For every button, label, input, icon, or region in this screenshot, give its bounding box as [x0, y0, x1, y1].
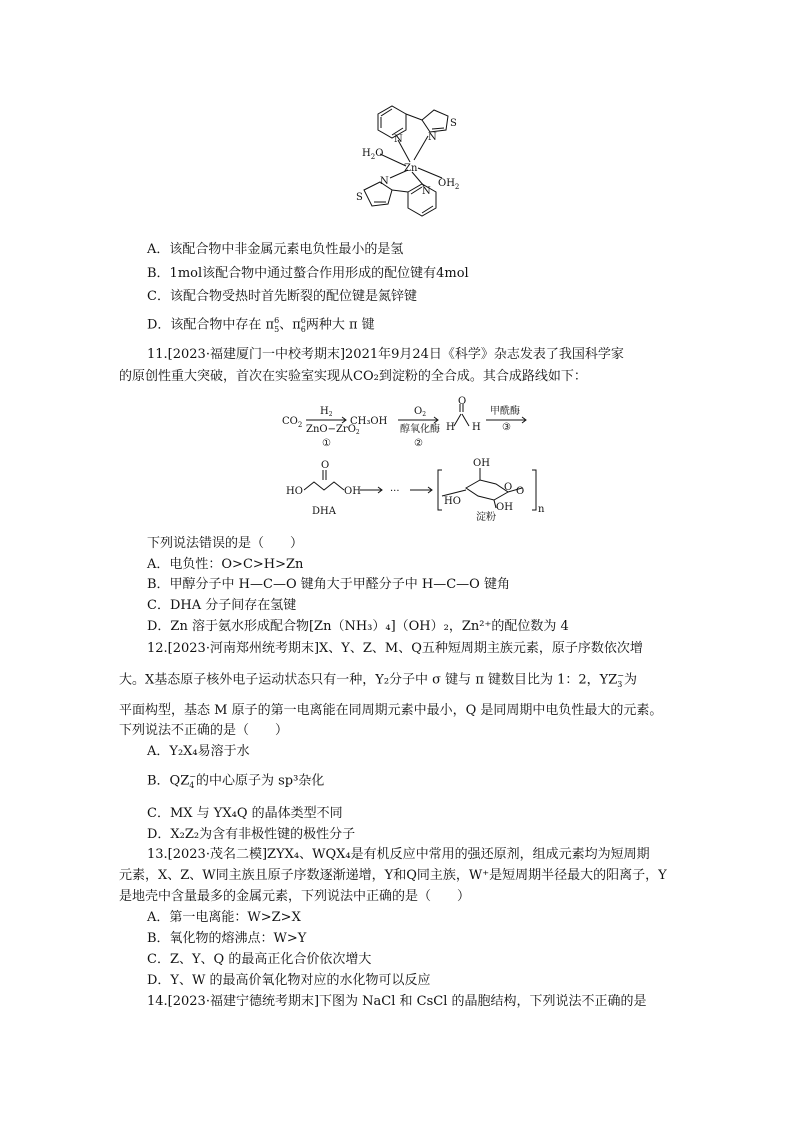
n-atom-lower: N — [422, 186, 431, 197]
q12-option-b-prefix: B．QZ — [147, 773, 190, 789]
zinc-complex-structure — [350, 96, 490, 216]
yz3-subscript: 3 — [617, 680, 623, 689]
q13-option-d: D．Y、W 的最高价氧化物对应的水化物可以反应 — [147, 973, 431, 988]
s-atom-upper: S — [450, 118, 457, 129]
starch-oh-bottom: OH — [496, 502, 513, 513]
q10-option-d-suffix: 两种大 π 键 — [305, 317, 375, 333]
q13-option-a: A．第一电离能：W>Z>X — [147, 910, 301, 925]
q12-stem-line2 — [119, 671, 637, 690]
qz4-subscript: 4 — [189, 781, 195, 790]
formaldehyde-h-left: H — [446, 422, 455, 433]
q11-question: 下列说法错误的是（ ） — [147, 536, 304, 551]
pi-sup-2: 6 — [300, 316, 306, 325]
starch-link-o: O — [516, 486, 525, 497]
q12-stem-line2-text: 大。X基态原子核外电子运动状态只有一种，Y₂分子中 σ 键与 π 键数目比为 1：2，YZ — [119, 672, 618, 688]
formolase-label: 甲酰酶 — [490, 406, 520, 417]
zn-atom: Zn — [404, 163, 418, 174]
q10-option-d-prefix: D．该配合物中存在 π — [147, 317, 275, 333]
starch-ho: HO — [444, 496, 461, 507]
n-atom-lower-left: N — [380, 176, 389, 187]
pi-sub-2: 6 — [300, 325, 306, 334]
q13-stem-line1: 13.[2023·茂名二模]ZYX₄、WQX₄是有机反应中常用的强还原剂，组成元素均为短周期 — [147, 847, 650, 862]
step-2-label: ② — [414, 438, 423, 449]
pi-sup-1: 6 — [274, 316, 280, 325]
q11-option-b: B．甲醇分子中 H—C—O 键角大于甲醛分子中 H—C—O 键角 — [147, 577, 510, 592]
q12-option-a: A．Y₂X₄易溶于水 — [147, 744, 250, 759]
pi-sub-1: 5 — [274, 325, 280, 334]
q12-option-c: C．MX 与 YX₄Q 的晶体类型不同 — [147, 806, 343, 821]
q10-option-d — [147, 316, 375, 335]
starch-label: 淀粉 — [476, 512, 496, 523]
q12-option-d: D．X₂Z₂为含有非极性键的极性分子 — [147, 827, 356, 842]
q12-option-b-suffix: 的中心原子为 sp³杂化 — [195, 773, 325, 789]
alcohol-oxidase-label: 醇氧化酶 — [400, 424, 440, 435]
q11-option-c: C．DHA 分子间存在氢键 — [147, 598, 297, 613]
q12-stem-line2-end: 为 — [624, 672, 638, 688]
starch-oh-top: OH — [473, 458, 490, 469]
dha-ho: HO — [286, 486, 303, 497]
q10-option-d-mid: 、π — [279, 317, 301, 333]
q11-stem-line1: 11.[2023·福建厦门一中校考期末]2021年9月24日《科学》杂志发表了我国科学家 — [147, 347, 624, 362]
n-atom-upper-left: N — [394, 134, 403, 145]
q11-option-d: D．Zn 溶于氨水形成配合物[Zn（NH₃）₄]（OH）₂，Zn²⁺的配位数为 4 — [147, 619, 569, 634]
q12-question: 下列说法不正确的是（ ） — [119, 723, 289, 738]
synthesis-route-scheme — [282, 396, 545, 523]
ch3oh-label: CH₃OH — [350, 416, 388, 427]
q14-stem-line1: 14.[2023·福建宁德统考期末]下图为 NaCl 和 CsCl 的晶胞结构，下列说法不正确的是 — [147, 994, 647, 1009]
q10-option-b: B．1mol该配合物中通过螯合作用形成的配位键有4mol — [147, 266, 469, 281]
starch-ring-o: O — [504, 482, 513, 493]
ellipsis: ··· — [390, 486, 400, 497]
oh2-right-label: $OH_2$ — [438, 178, 460, 191]
h2-label: $H_2$ — [320, 406, 333, 418]
dha-oh: OH — [344, 486, 361, 497]
q12-stem-line1: 12.[2023·河南郑州统考期末]X、Y、Z、M、Q五种短周期主族元素，原子序数依次增 — [147, 641, 643, 656]
dha-label: DHA — [312, 506, 336, 517]
qz4-charge: − — [189, 772, 196, 781]
starch-n: n — [538, 504, 545, 515]
co2-label: $CO_2$ — [282, 416, 303, 429]
catalyst-zno-zro2: ZnO−ZrO$_2$ — [306, 424, 360, 436]
q13-option-b: B．氧化物的熔沸点：W>Y — [147, 931, 307, 946]
q10-option-a: A．该配合物中非金属元素电负性最小的是氢 — [147, 242, 404, 257]
q11-stem-line2: 的原创性重大突破，首次在实验室实现从CO₂到淀粉的全合成。其合成路线如下： — [119, 369, 587, 384]
o2-label: $O_2$ — [414, 406, 427, 418]
q10-option-c: C．该配合物受热时首先断裂的配位键是氮锌键 — [147, 289, 417, 304]
q13-stem-line3: 是地壳中含量最多的金属元素，下列说法中正确的是（ ） — [119, 889, 471, 904]
step-1-label: ① — [322, 438, 331, 449]
dha-o: O — [321, 460, 330, 471]
yz3-charge: − — [617, 671, 624, 680]
q12-stem-line3: 平面构型，基态 M 原子的第一电离能在同周期元素中最小，Q 是同周期中电负性最大的元素。 — [119, 703, 663, 718]
q12-option-b — [147, 772, 324, 791]
n-atom-upper-right: N — [428, 132, 437, 143]
formaldehyde-h-right: H — [472, 422, 481, 433]
q13-stem-line2: 元素，X、Z、W同主族且原子序数逐渐递增，Y和Q同主族，W⁺是短周期半径最大的阳离子，Y — [119, 868, 667, 883]
s-atom-lower: S — [356, 192, 363, 203]
step-3-label: ③ — [502, 422, 511, 433]
formaldehyde-o: O — [458, 396, 467, 407]
h2o-left-label: $H_2O$ — [362, 148, 384, 161]
q11-option-a: A．电负性：O>C>H>Zn — [147, 557, 304, 572]
q13-option-c: C．Z、Y、Q 的最高正化合价依次增大 — [147, 952, 372, 967]
